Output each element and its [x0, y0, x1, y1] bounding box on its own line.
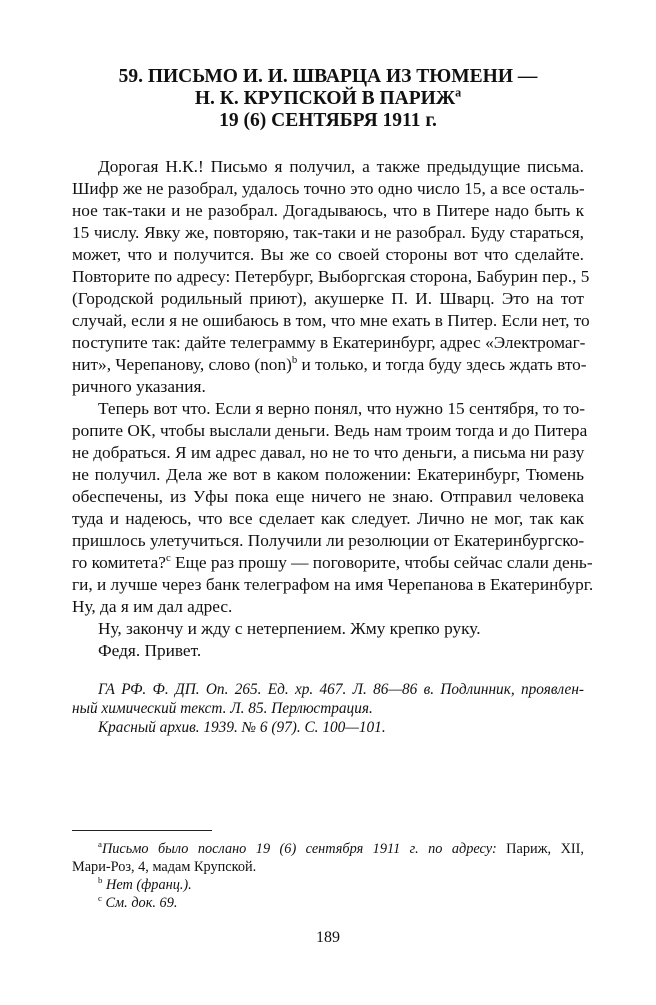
text-line [72, 354, 587, 376]
text-line: обеспечены, из Уфы пока еще ничего не знаю. Отправил человека [72, 487, 584, 506]
footnote-b [72, 876, 584, 894]
text-line: Шифр же не разобрал, удалось точно это одно число 15, а все осталь- [72, 179, 585, 198]
text-line: ги, и лучше через банк телеграфом на имя Черепанова в Екатеринбург. [72, 575, 594, 594]
text-line: туда и надеюсь, что все сделает как следует. Лично не мог, так как [72, 509, 584, 528]
footnote-a-text: Париж, XII, [496, 841, 584, 857]
text-line: Ну, да я им дал адрес. [72, 597, 233, 616]
footnote-a-continuation: Мари-Роз, 4, мадам Крупской. [72, 859, 257, 875]
source-line: Красный архив. 1939. № 6 (97). С. 100—101. [98, 719, 386, 736]
text-line [72, 552, 593, 574]
text-line: (Городской родильный приют), акушерке П. И. Шварц. Это на тот [72, 289, 584, 308]
text-segment: нит», Черепанову, слово (non) [72, 355, 292, 374]
footnote-divider [72, 830, 212, 831]
footnote-mark-a: a [98, 839, 102, 850]
text-line: ропите ОК, чтобы выслали деньги. Ведь нам троим тогда и до Питера [72, 421, 588, 440]
footnote-a [72, 840, 584, 858]
text-line: пришлось улетучиться. Получили ли резолюции от Екатеринбургско- [72, 531, 585, 550]
text-line: не получил. Дела же вот в каком положении: Екатеринбург, Тюмень [72, 465, 584, 484]
source-line: ГА РФ. Ф. ДП. Оп. 265. Ед. хр. 467. Л. 86—86 в. Подлинник, проявлен- [98, 681, 584, 698]
text-line: 15 числу. Явку же, повторяю, так-таки и не разобрал. Буду стараться, [72, 223, 584, 242]
source-line: ный химический текст. Л. 85. Перлюстрация. [72, 700, 373, 717]
text-segment: го комитета? [72, 553, 166, 572]
text-line: случай, если я не ошибаюсь в том, что мне ехать в Питер. Если нет, то [72, 311, 590, 330]
page-number: 189 [316, 929, 340, 946]
text-line: может, что и получится. Вы же со своей стороны вот что сделайте. [72, 245, 584, 264]
footnotes [72, 840, 584, 912]
footnote-c-text: См. док. 69. [105, 895, 178, 911]
text-line: не добраться. Я им адрес давал, но не то что деньги, а письма ни разу [72, 443, 585, 462]
text-line: ричного указания. [72, 377, 206, 396]
footnote-mark-c: c [98, 893, 102, 904]
text-line: Повторите по адресу: Петербург, Выборгская сторона, Бабурин пер., 5 [72, 267, 590, 286]
footnote-a-italic: Письмо было послано 19 (6) сентября 1911 г. по адресу: [101, 841, 497, 857]
text-line: поступите так: дайте телеграмму в Екатеринбург, адрес «Электромаг- [72, 333, 586, 352]
footnote-c [72, 894, 584, 912]
footnote-ref-b: b [291, 354, 298, 367]
signature-line: Федя. Привет. [98, 641, 202, 660]
letter-text [72, 156, 594, 662]
footnote-ref-c: c [165, 552, 171, 565]
text-line: Дорогая Н.К.! Письмо я получил, а также предыдущие письма. [98, 157, 584, 176]
text-line: Теперь вот что. Если я верно понял, что нужно 15 сентября, то то- [98, 399, 586, 418]
title-line-2 [60, 85, 596, 110]
text-line: ное так-таки и не разобрал. Догадываюсь, что в Питере надо быть к [72, 201, 584, 220]
title-date-line: 19 (6) СЕНТЯБРЯ 1911 г. [219, 110, 437, 131]
text-line: Ну, закончу и жду с нетерпением. Жму крепко руку. [98, 619, 481, 638]
footnote-ref-a: a [455, 85, 462, 100]
title-line-2-text: Н. К. КРУПСКОЙ В ПАРИЖ [194, 88, 456, 109]
text-segment: Еще раз прошу — поговорите, чтобы сейчас слали день- [170, 553, 593, 572]
footnote-b-text: Нет (франц.). [106, 877, 192, 893]
text-segment: и только, и тогда буду здесь ждать вто- [297, 355, 587, 374]
title-line-1: 59. ПИСЬМО И. И. ШВАРЦА ИЗ ТЮМЕНИ — [118, 66, 538, 87]
footnote-mark-b: b [98, 875, 103, 886]
archival-source [72, 680, 584, 737]
document-title [60, 66, 596, 132]
